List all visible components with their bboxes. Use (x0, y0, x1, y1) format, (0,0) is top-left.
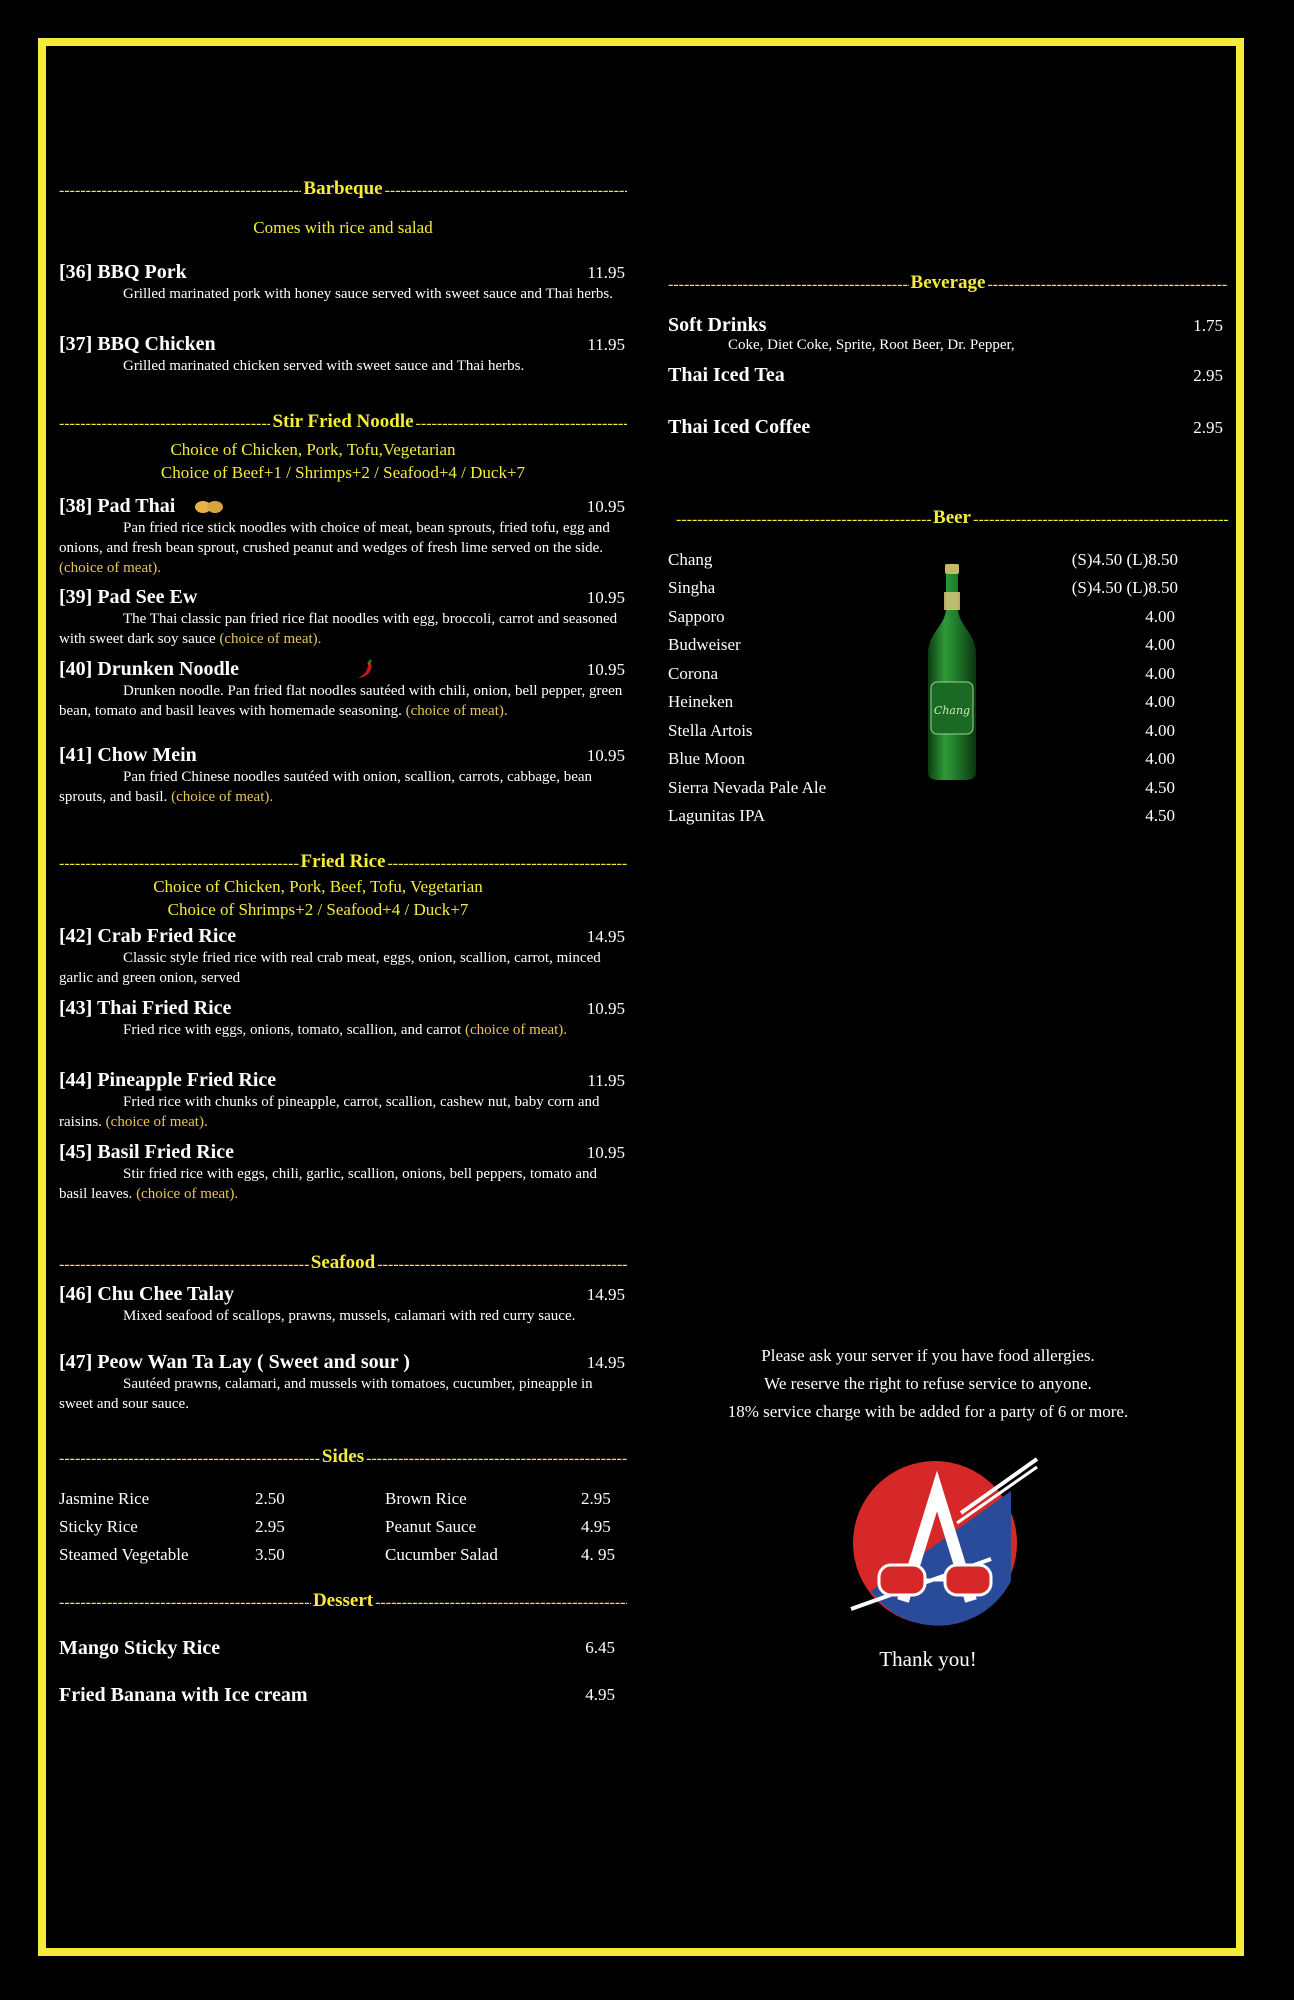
item-name: [43] Thai Fried Rice (59, 997, 232, 1019)
beverage-price: 2.95 (1193, 366, 1223, 385)
side-price: 2.50 (255, 1489, 285, 1508)
beer-price: 4.00 (1145, 635, 1175, 654)
dessert-name: Fried Banana with Ice cream (59, 1684, 308, 1706)
section-title: Fried Rice (300, 851, 386, 872)
beer-name: Stella Artois (668, 721, 753, 740)
footer-line: Please ask your server if you have food allergies. (761, 1346, 1095, 1365)
item-description: Classic style fried rice with real crab meat, eggs, onion, scallion, carrot, minced garlic and green onion, served (59, 950, 601, 986)
item-description: Pan fried Chinese noodles sautéed with onion, scallion, carrots, cabbage, bean sprouts, and basil. (choice of meat). (59, 769, 593, 805)
menu-item (59, 743, 627, 807)
side-price: 2.95 (255, 1517, 285, 1536)
beer-name: Chang (668, 550, 713, 569)
item-price: 10.95 (586, 497, 625, 516)
side-name: Peanut Sauce (385, 1517, 477, 1536)
section-header-sides (59, 1446, 627, 1468)
section-header-seafood (59, 1252, 627, 1274)
side-price: 4.95 (581, 1517, 611, 1536)
side-price: 4. 95 (581, 1545, 615, 1564)
menu-item (59, 332, 627, 376)
section-title: Beer (933, 507, 971, 528)
footer-line: 18% service charge with be added for a party of 6 or more. (727, 1402, 1129, 1421)
item-price: 11.95 (587, 263, 625, 282)
item-price: 14.95 (586, 1285, 625, 1304)
beverage-name: Thai Iced Tea (668, 364, 785, 386)
beer-name: Corona (668, 664, 719, 683)
beer-price: 4.00 (1145, 692, 1175, 711)
beer-name: Budweiser (668, 635, 741, 654)
beverage-price: 2.95 (1193, 418, 1223, 437)
beer-name: Blue Moon (668, 749, 745, 768)
item-description: Fried rice with eggs, onions, tomato, scallion, and carrot (choice of meat). (123, 1022, 568, 1038)
section-title: Seafood (310, 1252, 376, 1273)
section-header-stir-fried-noodle (59, 411, 627, 433)
beer-name: Sapporo (668, 607, 725, 626)
side-name: Brown Rice (385, 1489, 467, 1508)
item-description: Pan fried rice stick noodles with choice of meat, bean sprouts, fried tofu, egg and onions, and fresh bean sprout, crushed peanut and wedges of fresh lime served on the side. (choice of meat). (59, 520, 610, 576)
item-name: [46] Chu Chee Talay (59, 1283, 235, 1305)
section-title: Barbeque (303, 178, 383, 199)
section-note: Comes with rice and salad (253, 218, 433, 237)
beer-name: Sierra Nevada Pale Ale (668, 778, 827, 797)
beer-price: (S)4.50 (L)8.50 (1071, 578, 1178, 597)
side-name: Cucumber Salad (385, 1545, 498, 1564)
menu-item (59, 924, 627, 988)
menu-item (59, 1140, 627, 1204)
footer-notes (648, 1342, 1208, 1426)
dessert-item (59, 1684, 619, 1707)
side-name: Sticky Rice (59, 1517, 138, 1536)
peanut-icon (194, 499, 224, 515)
beverage-item (668, 416, 1223, 439)
dessert-item (59, 1637, 619, 1660)
item-description: Grilled marinated chicken served with sweet sauce and Thai herbs. (123, 358, 525, 374)
section-header-dessert (59, 1590, 627, 1612)
dessert-name: Mango Sticky Rice (59, 1637, 221, 1659)
item-price: 10.95 (586, 1143, 625, 1162)
beer-price: 4.00 (1145, 664, 1175, 683)
beverage-item (668, 364, 1223, 387)
section-title: Sides (321, 1446, 365, 1467)
section-title: Stir Fried Noodle (272, 411, 414, 432)
side-price: 3.50 (255, 1545, 285, 1564)
item-price: 10.95 (586, 660, 625, 679)
item-name: [38] Pad Thai (59, 494, 627, 518)
item-description: Drunken noodle. Pan fried flat noodles sautéed with chili, onion, bell pepper, green bean, tomato and basil leaves with homemade seasoning. (choice of meat). (59, 683, 623, 720)
item-description: Fried rice with chunks of pineapple, carrot, scallion, cashew nut, baby corn and raisins. (choice of meat). (59, 1094, 600, 1130)
item-description: Stir fried rice with eggs, chili, garlic, scallion, onions, bell peppers, tomato and basil leaves. (choice of meat). (59, 1166, 598, 1202)
sides-list (59, 1489, 627, 1569)
menu-item (59, 585, 627, 649)
item-description: Grilled marinated pork with honey sauce served with sweet sauce and Thai herbs. (123, 286, 613, 302)
section-title: Dessert (312, 1590, 374, 1611)
beverage-options: Coke, Diet Coke, Sprite, Root Beer, Dr. Pepper, (728, 337, 1015, 353)
menu-item (59, 260, 627, 304)
item-name: [37] BBQ Chicken (59, 333, 216, 355)
item-price: 11.95 (587, 335, 625, 354)
menu-item (59, 996, 627, 1040)
section-header-beverage (668, 272, 1228, 294)
section-header-fried-rice (59, 851, 627, 873)
item-price: 10.95 (586, 999, 625, 1018)
thank-you-text: Thank you! (879, 1647, 977, 1671)
section-note: Choice of Beef+1 / Shrimps+2 / Seafood+4 / Duck+7 (160, 463, 526, 482)
side-name: Jasmine Rice (59, 1489, 150, 1508)
section-title: Beverage (910, 272, 986, 293)
menu-item (59, 1068, 627, 1132)
item-name: [42] Crab Fried Rice (59, 925, 237, 947)
beverage-name: Soft Drinks (668, 314, 767, 336)
beverage-item (668, 314, 1223, 354)
beverage-name: Thai Iced Coffee (668, 416, 811, 438)
beer-price: (S)4.50 (L)8.50 (1071, 550, 1178, 569)
menu-item (59, 1282, 627, 1326)
beer-name: Singha (668, 578, 716, 597)
beer-price: 4.00 (1145, 749, 1175, 768)
side-name: Steamed Vegetable (59, 1545, 189, 1564)
section-note: Choice of Chicken, Pork, Beef, Tofu, Vegetarian (153, 877, 483, 896)
beer-price: 4.00 (1145, 721, 1175, 740)
chili-pepper-icon (354, 659, 376, 681)
bottle-label-text: Chang (933, 704, 971, 717)
beverage-price: 1.75 (1193, 316, 1223, 335)
dessert-price: 6.45 (585, 1638, 615, 1657)
beer-name: Heineken (668, 692, 734, 711)
item-name: [47] Peow Wan Ta Lay ( Sweet and sour ) (59, 1351, 410, 1373)
section-header-beer (676, 507, 1228, 529)
item-name: [39] Pad See Ew (59, 586, 198, 608)
item-price: 11.95 (587, 1071, 625, 1090)
section-header-barbeque (59, 178, 627, 200)
restaurant-logo (841, 1451, 1041, 1631)
item-description: The Thai classic pan fried rice flat noodles with egg, broccoli, carrot and seasoned with sweet dark soy sauce (choice of meat). (59, 611, 618, 647)
beer-price: 4.50 (1145, 778, 1175, 797)
footer-line: We reserve the right to refuse service to anyone. (764, 1374, 1092, 1393)
item-name: [45] Basil Fried Rice (59, 1141, 234, 1163)
beer-bottle-image (920, 562, 984, 782)
beer-name: Lagunitas IPA (668, 806, 766, 825)
beer-price: 4.50 (1145, 806, 1175, 825)
dessert-price: 4.95 (585, 1685, 615, 1704)
menu-item (59, 1350, 627, 1414)
item-description: Mixed seafood of scallops, prawns, mussels, calamari with red curry sauce. (123, 1308, 576, 1324)
beer-price: 4.00 (1145, 607, 1175, 626)
item-name: [41] Chow Mein (59, 744, 197, 766)
item-name: [40] Drunken Noodle (59, 657, 627, 681)
item-name: [36] BBQ Pork (59, 261, 187, 283)
menu-item (59, 494, 627, 578)
item-price: 14.95 (586, 927, 625, 946)
item-price: 10.95 (586, 588, 625, 607)
section-note: Choice of Chicken, Pork, Tofu,Vegetarian (170, 440, 456, 459)
section-note: Choice of Shrimps+2 / Seafood+4 / Duck+7 (167, 900, 469, 919)
item-name: [44] Pineapple Fried Rice (59, 1069, 277, 1091)
side-price: 2.95 (581, 1489, 611, 1508)
item-price: 14.95 (586, 1353, 625, 1372)
item-price: 10.95 (586, 746, 625, 765)
menu-item (59, 657, 627, 721)
beer-item (668, 806, 1175, 830)
item-description: Sautéed prawns, calamari, and mussels with tomatoes, cucumber, pineapple in sweet and sour sauce. (59, 1376, 593, 1412)
